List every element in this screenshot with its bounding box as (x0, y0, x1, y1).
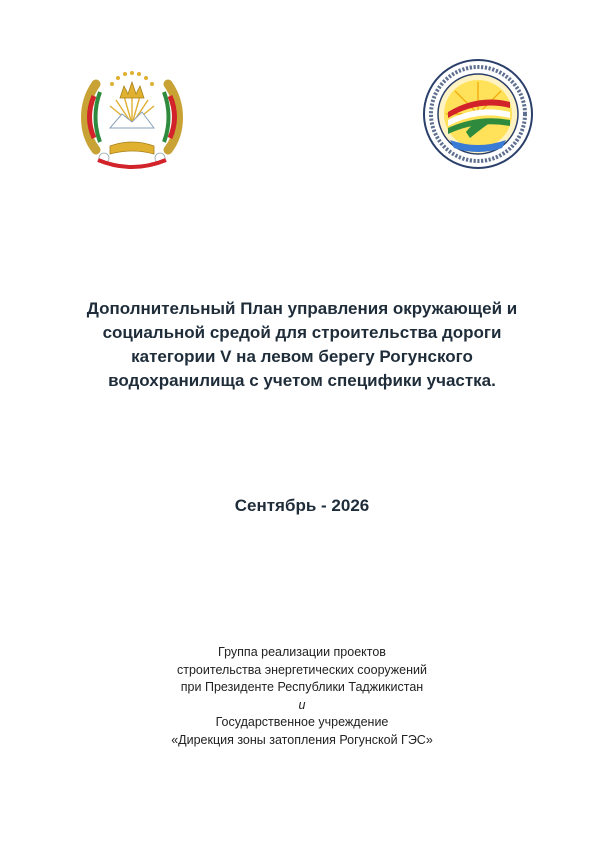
title-line: социальной средой для строительства дороги (102, 323, 502, 342)
document-date: Сентябрь - 2026 (234, 496, 370, 515)
organization-block (0, 644, 604, 749)
title-line: категории V на левом берегу Рогунского (131, 347, 473, 366)
organization-line: при Президенте Республики Таджикистан (180, 680, 424, 694)
organization-line: «Дирекция зоны затопления Рогунской ГЭС» (171, 732, 433, 747)
organization-conjunction: и (298, 697, 306, 712)
directorate-seal-logo (422, 58, 534, 170)
document-title (50, 297, 554, 393)
organization-line: строительства энергетических сооружений (177, 662, 427, 677)
title-line: водохранилища с учетом специфики участка. (108, 371, 496, 390)
organization-line: Группа реализации проектов (218, 645, 386, 659)
organization-line: Государственное учреждение (215, 715, 389, 729)
state-emblem-logo (76, 62, 188, 174)
title-line: Дополнительный План управления окружающей и (86, 299, 518, 318)
